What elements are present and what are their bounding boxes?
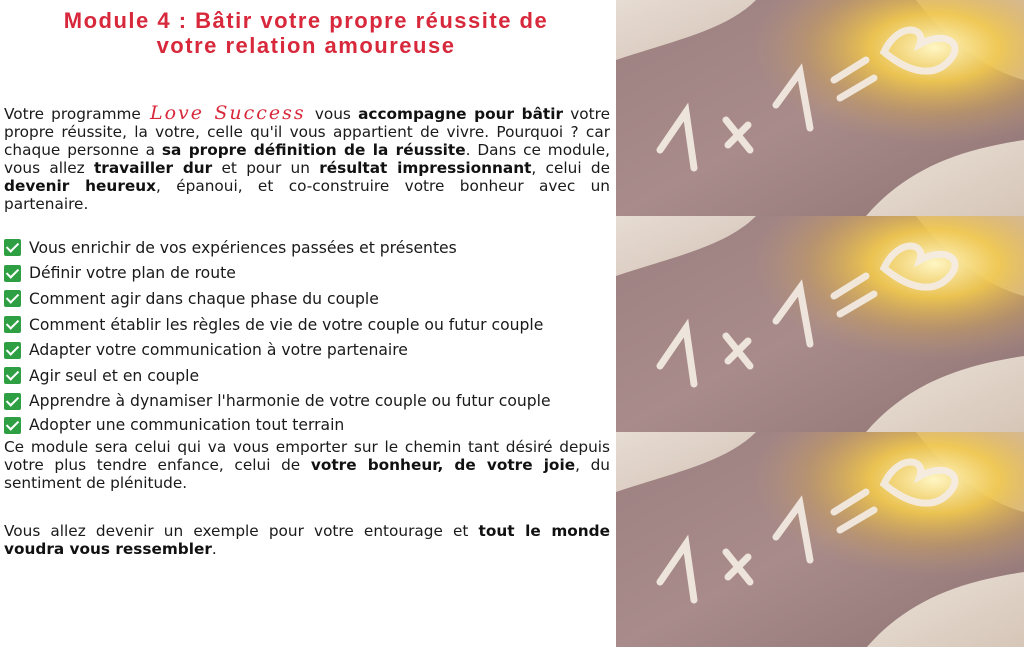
- checklist-item-label: Agir seul et en couple: [29, 366, 200, 385]
- intro-text: . Dans ce module, vous allez: [4, 141, 610, 177]
- title-line-1: Module 4 : Bâtir votre propre réussite de: [63, 8, 549, 33]
- title-line-2: votre relation amoureuse: [156, 33, 456, 58]
- sand-equation-heart-image: [616, 432, 1024, 647]
- final-text: .: [211, 540, 217, 558]
- intro-bold: devenir heureux: [4, 177, 156, 195]
- intro-text: votre propre réussite, la votre, celle qu'il vous appartient de vivre. Pourquoi ? car chaque personne a: [4, 105, 610, 159]
- checkmark-icon: [4, 342, 21, 359]
- intro-bold: accompagne pour bâtir: [358, 105, 564, 123]
- checklist-item: [4, 312, 610, 338]
- checklist-item: [4, 389, 610, 415]
- checklist-item-label: Adapter votre communication à votre partenaire: [29, 341, 408, 360]
- intro-paragraph: [4, 104, 610, 213]
- checklist-item: [4, 261, 610, 287]
- sand-equation-heart-image: [616, 216, 1024, 432]
- intro-bold: travailler dur: [93, 159, 213, 177]
- final-text: Vous allez devenir un exemple pour votre entourage et: [4, 522, 479, 540]
- intro-text: , celui de: [531, 159, 610, 177]
- intro-bold: sa propre définition de la réussite: [161, 141, 466, 159]
- checklist-item: [4, 286, 610, 312]
- checklist-item-label: Vous enrichir de vos expériences passées et présentes: [29, 238, 457, 257]
- checklist-item: [4, 337, 610, 363]
- module-checklist: [4, 235, 610, 436]
- checklist-item-label: Comment agir dans chaque phase du couple: [29, 289, 379, 308]
- image-column: [616, 0, 1024, 647]
- checkmark-icon: [4, 393, 21, 410]
- page-title: [0, 8, 612, 58]
- final-paragraph: [4, 522, 610, 558]
- checkmark-icon: [4, 316, 21, 333]
- closing-text: , du sentiment de plénitude.: [4, 456, 610, 492]
- brand-name: Love Success: [149, 102, 306, 124]
- checklist-item-label: Apprendre à dynamiser l'harmonie de votre couple ou futur couple: [29, 392, 551, 411]
- checkmark-icon: [4, 265, 21, 282]
- intro-bold: résultat impressionnant: [319, 159, 532, 177]
- sand-equation-heart-image: [616, 0, 1024, 216]
- checkmark-icon: [4, 290, 21, 307]
- closing-paragraph: [4, 438, 610, 492]
- checklist-item-label: Définir votre plan de route: [29, 264, 236, 283]
- checkmark-icon: [4, 239, 21, 256]
- closing-text: Ce module sera celui qui va vous emporter sur le chemin tant désiré depuis votre plus tendre enfance, celui de: [4, 438, 610, 474]
- checklist-item: [4, 363, 610, 389]
- intro-text: , épanoui, et co-construire votre bonheur avec un partenaire.: [4, 177, 610, 213]
- checklist-item-label: Adopter une communication tout terrain: [29, 416, 345, 435]
- final-bold: tout le monde voudra vous ressembler: [4, 522, 610, 558]
- checklist-item-label: Comment établir les règles de vie de votre couple ou futur couple: [29, 315, 544, 334]
- checkmark-icon: [4, 417, 21, 434]
- checklist-item: [4, 414, 610, 436]
- checkmark-icon: [4, 367, 21, 384]
- intro-text: et pour un: [212, 159, 320, 177]
- checklist-item: [4, 235, 610, 261]
- intro-text: Votre programme: [4, 105, 148, 123]
- intro-text: vous: [307, 105, 359, 123]
- closing-bold: votre bonheur, de votre joie: [310, 456, 576, 474]
